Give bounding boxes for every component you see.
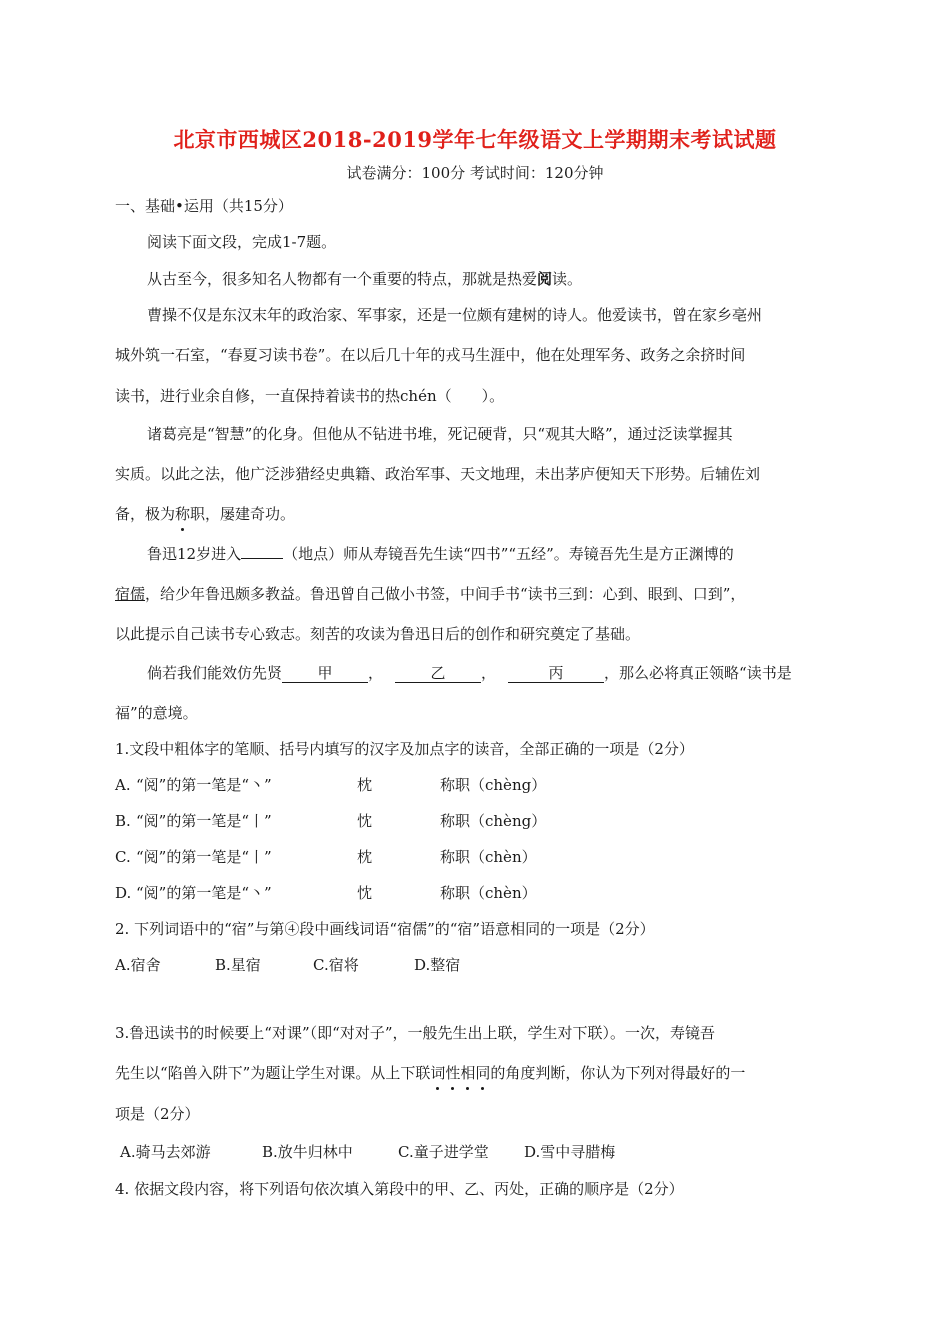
- question-3-line-3: 项是（2分）: [115, 1105, 200, 1123]
- dotted-char: 同: [475, 1064, 491, 1082]
- q3-option-d: D.雪中寻腊梅: [524, 1143, 616, 1161]
- paragraph-3-line-2: 实质。以此之法，他广泛涉猎经史典籍、政治军事、天文地理，未出茅庐便知天下形势。后辅佐刘: [115, 465, 761, 483]
- paragraph-5-after: ，那么必将真正领略“读书是: [604, 664, 792, 682]
- q2-option-c: C.宿将: [313, 956, 359, 974]
- paragraph-2-line-1: 曹操不仅是东汉末年的政治家、军事家，还是一位颇有建树的诗人。他爱读书，曾在家乡亳州: [147, 306, 763, 324]
- option-stroke: “阅”的第一笔是“丶”: [136, 884, 272, 902]
- dotted-char: 词: [430, 1064, 446, 1082]
- paragraph-4-line-2: [115, 583, 840, 605]
- option-char: 忱: [357, 884, 373, 902]
- option-label: A.: [115, 776, 131, 794]
- underlined-word: 宿儒: [115, 585, 146, 603]
- dotted-char: 相: [460, 1064, 476, 1082]
- paragraph-3-line-3-before: 备，极为: [115, 505, 176, 523]
- q3-option-a: A.骑马去郊游: [120, 1143, 211, 1161]
- bold-char: 阅: [537, 270, 553, 288]
- paragraph-2-line-2: 城外筑一石室，“春夏习读书卷”。在以后几十年的戎马生涯中，他在处理军务、政务之余挤时间: [115, 346, 746, 364]
- option-stroke: “阅”的第一笔是“丨”: [136, 812, 272, 830]
- q2-option-d: D.整宿: [414, 956, 461, 974]
- paragraph-4-line-2-after: ，给少年鲁迅颇多教益。鲁迅曾自己做小书签，中间手书“读书三到：心到、眼到、口到”，: [145, 585, 746, 603]
- reading-intro: 阅读下面文段，完成1-7题。: [147, 233, 337, 251]
- paragraph-5-line-2: 福”的意境。: [115, 704, 198, 722]
- paragraph-3-line-1: 诸葛亮是“智慧”的化身。但他从不钻进书堆，死记硬背，只“观其大略”，通过泛读掌握其: [147, 425, 733, 443]
- question-4-stem: 4. 依据文段内容，将下列语句依次填入第段中的甲、乙、丙处，正确的顺序是（2分）: [115, 1180, 684, 1198]
- separator-1: ，: [368, 664, 384, 682]
- blank-b: 乙: [395, 664, 481, 683]
- paragraph-5-line-1: [147, 662, 840, 684]
- option-reading: 称职（chèng）: [440, 812, 547, 830]
- option-reading: 称职（chèn）: [440, 884, 537, 902]
- option-label: B.: [115, 812, 131, 830]
- paragraph-1-after: 读。: [552, 270, 583, 288]
- option-stroke: “阅”的第一笔是“丨”: [136, 848, 272, 866]
- paragraph-3-line-3-after: 职，屡建奇功。: [190, 505, 296, 523]
- option-stroke: “阅”的第一笔是“丶”: [136, 776, 272, 794]
- question-3-line-2-after: 的角度判断，你认为下列对得最好的一: [490, 1064, 746, 1082]
- section-heading: 一、基础•运用（共15分）: [115, 197, 293, 215]
- question-3-line-2: [115, 1062, 840, 1084]
- option-char: 忱: [357, 812, 373, 830]
- paragraph-5-before: 倘若我们能效仿先贤: [147, 664, 283, 682]
- question-3-line-2-before: 先生以“陷兽入阱下”为题让学生对课。从上下联: [115, 1064, 431, 1082]
- option-label: D.: [115, 884, 132, 902]
- q2-option-a: A.宿舍: [115, 956, 161, 974]
- place-blank: [241, 558, 283, 559]
- option-char: 枕: [357, 848, 373, 866]
- paragraph-4-line-1-after: （地点）师从寿镜吾先生读“四书”“五经”。寿镜吾先生是方正渊博的: [283, 545, 734, 563]
- question-3-line-1: 3.鲁迅读书的时候要上“对课”（即“对对子”，一般先生出上联，学生对下联）。一次，寿镜吾: [115, 1024, 715, 1042]
- question-1-stem: 1.文段中粗体字的笔顺、括号内填写的汉字及加点字的读音，全部正确的一项是（2分）: [115, 740, 694, 758]
- paragraph-1: [147, 268, 840, 290]
- dotted-char: 性: [445, 1064, 461, 1082]
- paragraph-4-line-3: 以此提示自己读书专心致志。刻苦的攻读为鲁迅日后的创作和研究奠定了基础。: [115, 625, 641, 643]
- exam-subtitle: 试卷满分：100分 考试时间：120分钟: [346, 164, 604, 182]
- separator-2: ，: [481, 664, 497, 682]
- dotted-char: 称: [175, 505, 191, 523]
- option-reading: 称职（chèng）: [440, 776, 547, 794]
- exam-title: 北京市西城区2018-2019学年七年级语文上学期期末考试试题: [173, 127, 777, 152]
- blank-c: 丙: [508, 664, 604, 683]
- paragraph-2-line-3: 读书，进行业余自修，一直保持着读书的热chén（ ）。: [115, 387, 505, 405]
- q2-option-b: B.星宿: [215, 956, 261, 974]
- option-char: 枕: [357, 776, 373, 794]
- paragraph-1-before: 从古至今，很多知名人物都有一个重要的特点，那就是热爱: [147, 270, 538, 288]
- q3-option-b: B.放牛归林中: [262, 1143, 353, 1161]
- paragraph-4-line-1: [147, 543, 840, 565]
- option-label: C.: [115, 848, 131, 866]
- paragraph-4-line-1-before: 鲁迅12岁进入: [147, 545, 242, 563]
- option-reading: 称职（chèn）: [440, 848, 537, 866]
- question-2-stem: 2. 下列词语中的“宿”与第④段中画线词语“宿儒”的“宿”语意相同的一项是（2分）: [115, 920, 655, 938]
- q3-option-c: C.童子进学堂: [398, 1143, 489, 1161]
- blank-a: 甲: [282, 664, 368, 683]
- paragraph-3-line-3: [115, 503, 840, 525]
